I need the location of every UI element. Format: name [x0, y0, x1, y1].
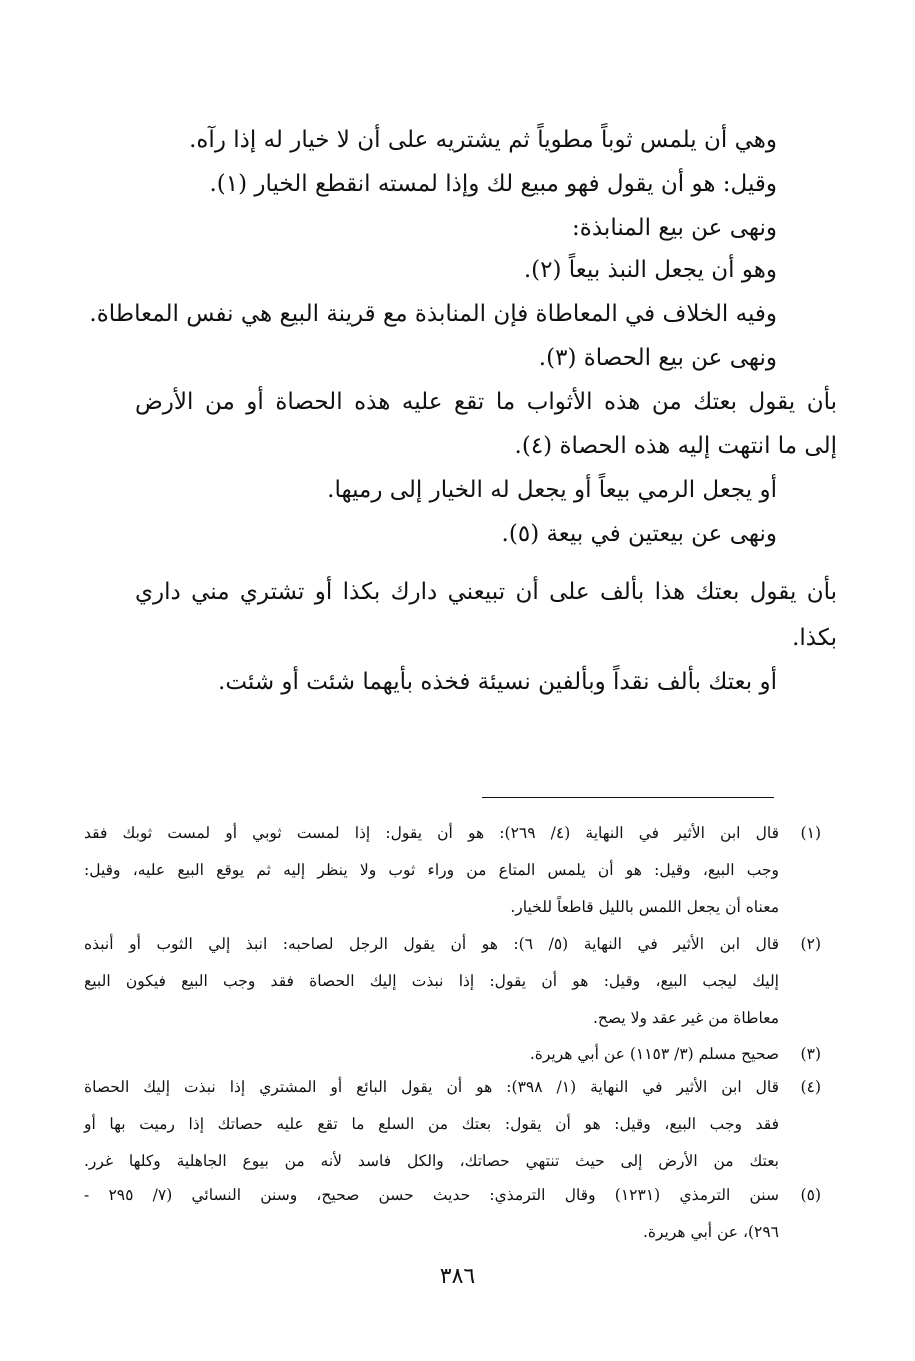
footnote-number: (٣) [800, 1045, 821, 1063]
footnote-line: قال ابن الأثير في النهاية (٤/ ٢٦٩): هو أن يقول: إذا لمست ثوبي أو لمست ثوبك فقد [84, 824, 779, 842]
footnote-line: وجب البيع، وقيل: هو أن يلمس المتاع من وراء ثوب ولا ينظر إليه ثم يوقع البيع عليه، وقيل: [84, 861, 779, 879]
footnote-line: ٢٩٦)، عن أبي هريرة. [642, 1223, 779, 1241]
footnote-line: معاطاة من غير عقد ولا يصح. [593, 1009, 779, 1027]
text-line: أو يجعل الرمي بيعاً أو يجعل له الخيار إلى رميها. [327, 477, 777, 503]
text-line: ونهى عن بيعتين في بيعة (٥). [501, 521, 777, 547]
text-line: وفيه الخلاف في المعاطاة فإن المنابذة مع قرينة البيع هي نفس المعاطاة. [89, 301, 777, 327]
footnote-line: صحيح مسلم (٣/ ١١٥٣) عن أبي هريرة. [529, 1045, 779, 1063]
text-line: وهو أن يجعل النبذ بيعاً (٢). [523, 257, 777, 283]
text-line: وقيل: هو أن يقول فهو مبيع لك وإذا لمسته انقطع الخيار (١). [209, 171, 777, 197]
text-line: بأن يقول بعتك هذا بألف على أن تبيعني دارك بكذا أو تشتري مني داري [135, 579, 837, 605]
footnote-separator [482, 797, 774, 798]
footnote-line: إليك ليجب البيع، وقيل: هو أن يقول: إذا نبذت إليك الحصاة فقد وجب البيع فيكون البيع [84, 972, 779, 990]
text-line: أو بعتك بألف نقداً وبألفين نسيئة فخذه بأيهما شئت أو شئت. [218, 669, 777, 695]
text-line: ونهى عن بيع الحصاة (٣). [538, 345, 777, 371]
footnote-number: (٥) [800, 1186, 821, 1204]
footnote-number: (١) [800, 824, 821, 842]
footnote-line: بعتك من الأرض إلى حيث تنتهي حصاتك، والكل فاسد لأنه من بيوع الجاهلية وكلها غرر. [84, 1152, 779, 1170]
text-line: بأن يقول بعتك من هذه الأثواب ما تقع عليه هذه الحصاة أو من الأرض [135, 389, 837, 415]
text-line: بكذا. [792, 625, 837, 651]
footnote-line: معناه أن يجعل اللمس بالليل قاطعاً للخيار. [510, 898, 779, 916]
footnote-line: سنن الترمذي (١٢٣١) وقال الترمذي: حديث حسن صحيح، وسنن النسائي (٧/ ٢٩٥ - [84, 1186, 779, 1204]
text-line: وهي أن يلمس ثوباً مطوياً ثم يشتريه على أن لا خيار له إذا رآه. [189, 127, 777, 153]
footnote-line: قال ابن الأثير في النهاية (٥/ ٦): هو أن يقول الرجل لصاحبه: انبذ إلي الثوب أو أنبذه [84, 935, 779, 953]
text-line: إلى ما انتهت إليه هذه الحصاة (٤). [514, 433, 837, 459]
footnote-line: قال ابن الأثير في النهاية (١/ ٣٩٨): هو أن يقول البائع أو المشتري إذا نبذت إليك الحصاة [84, 1078, 780, 1096]
page-number: ٣٨٦ [439, 1264, 476, 1289]
footnote-line: فقد وجب البيع، وقيل: هو أن يقول: بعتك من السلع ما تقع عليه حصاتك إذا رميت بها أو [84, 1115, 779, 1133]
footnote-number: (٢) [800, 935, 821, 953]
footnote-number: (٤) [800, 1078, 821, 1096]
text-line: ونهى عن بيع المنابذة: [572, 215, 777, 241]
